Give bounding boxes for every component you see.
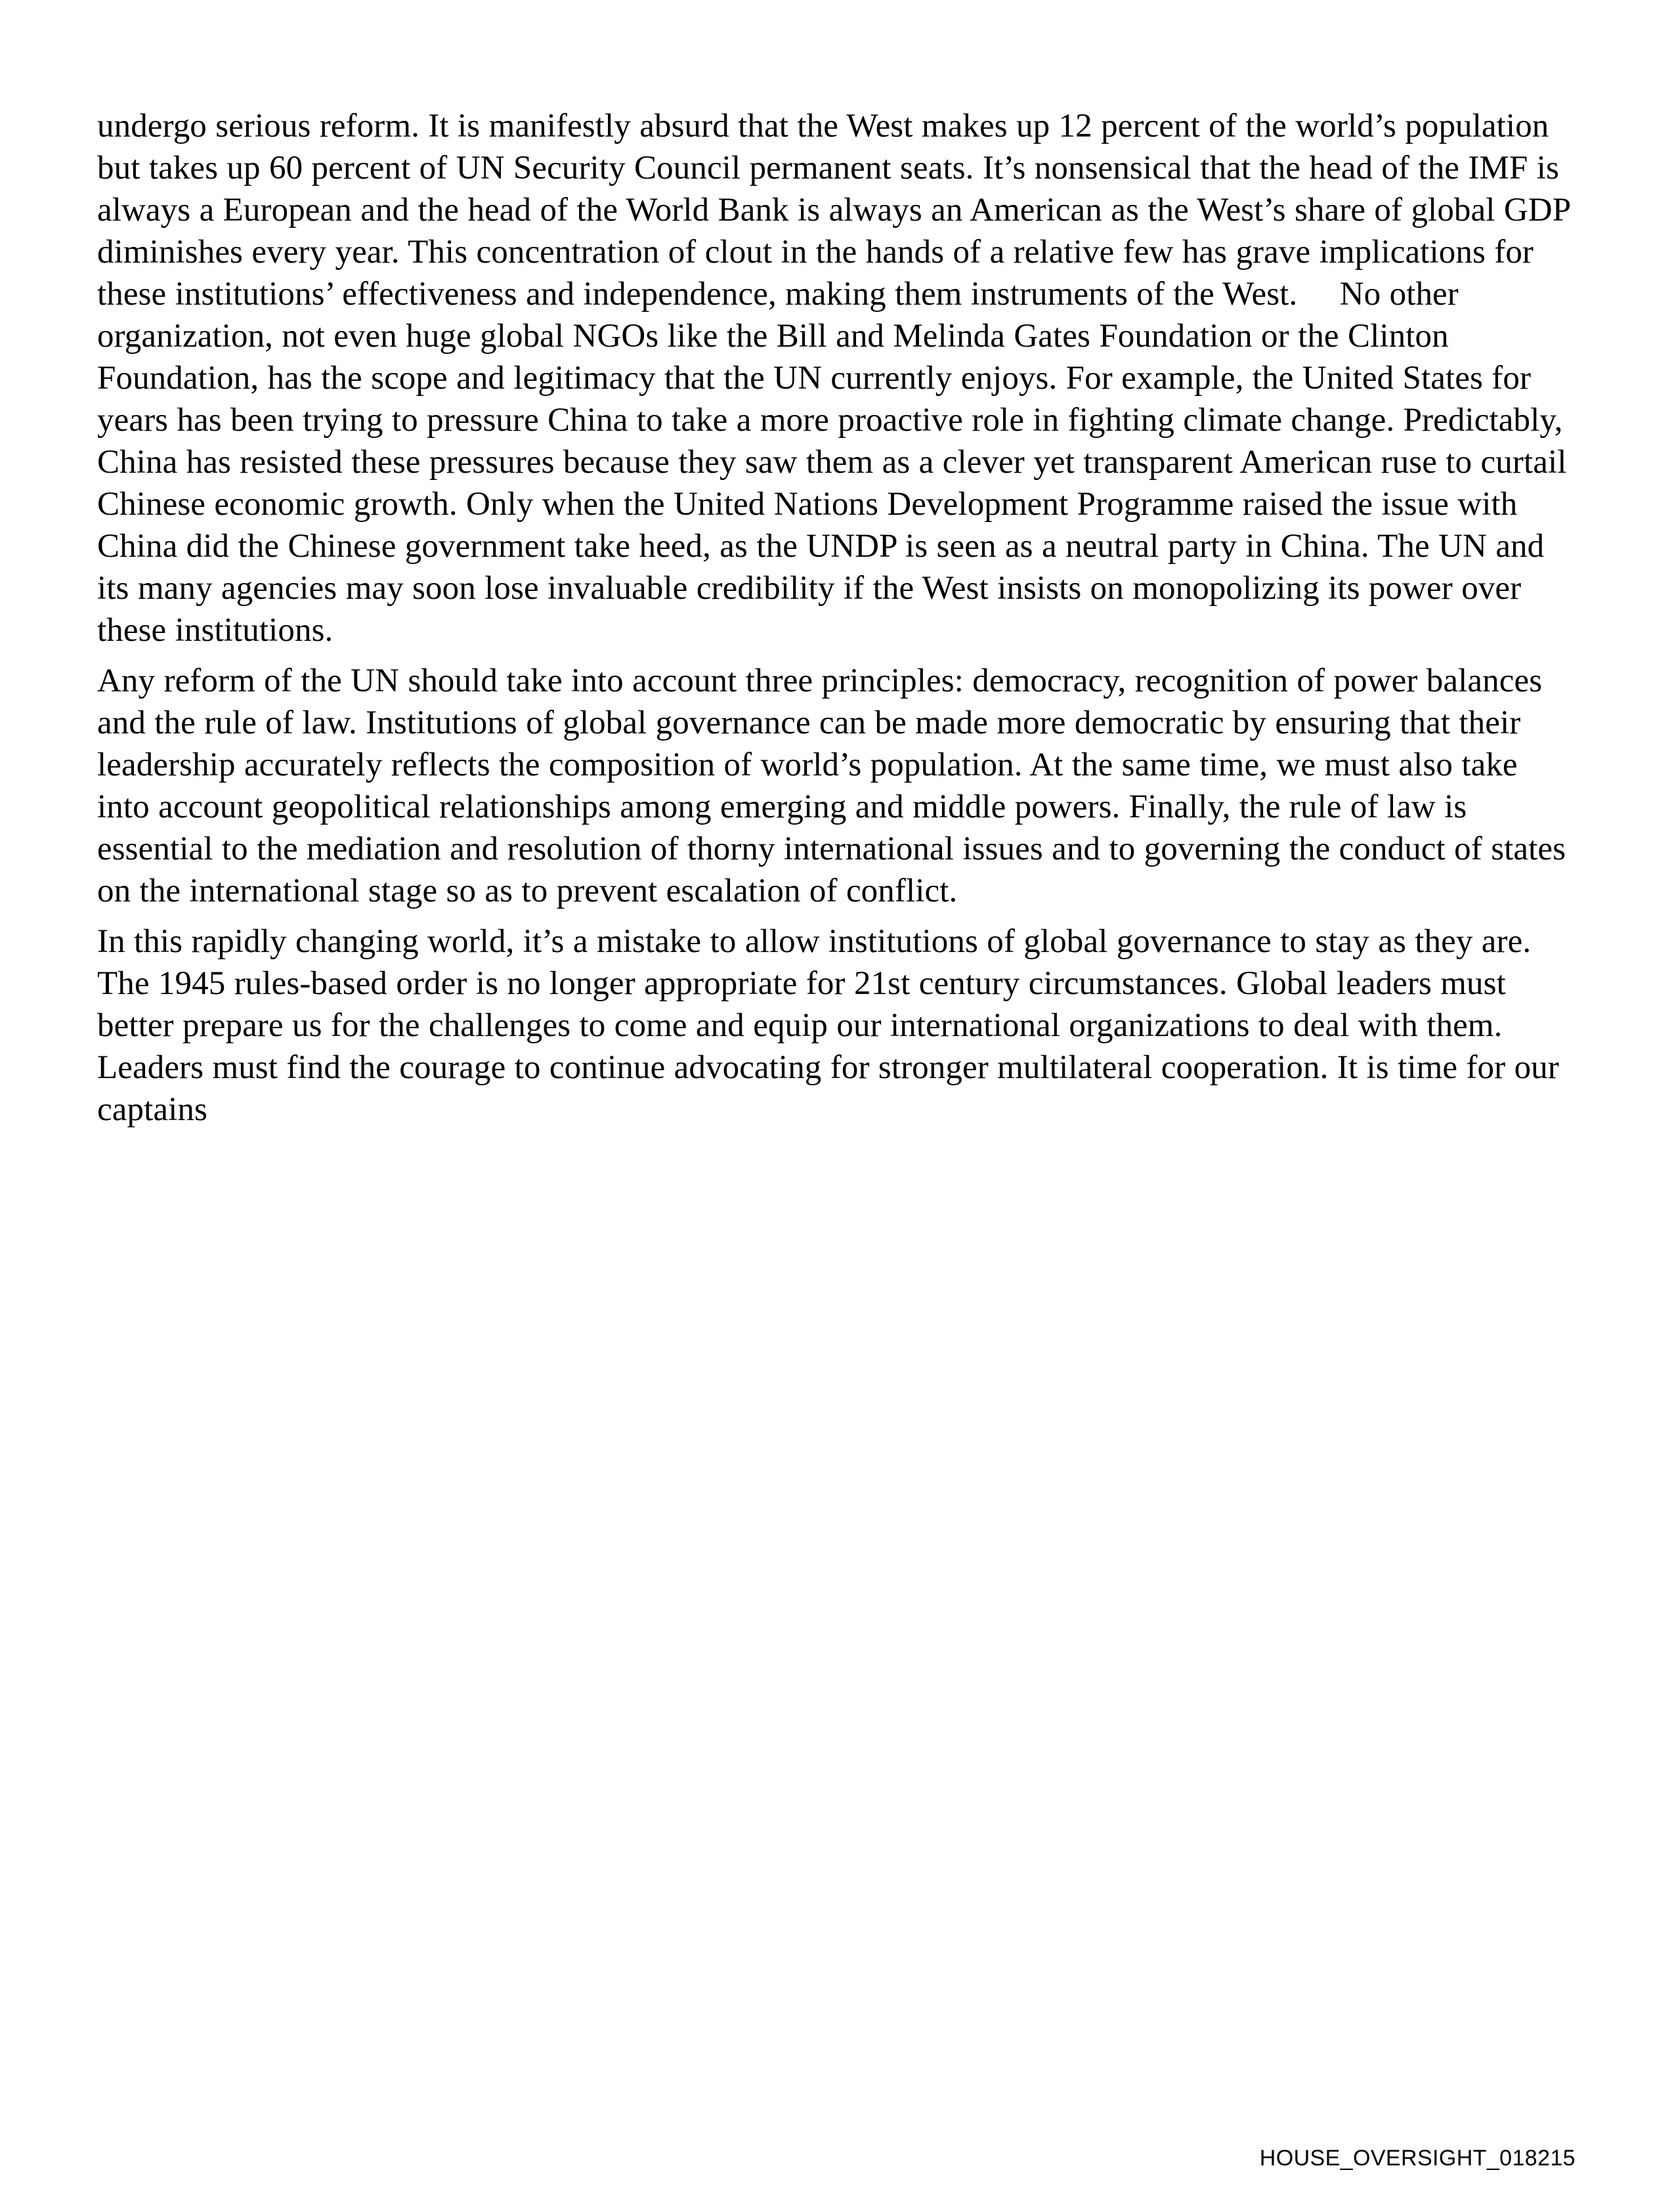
- page-body: [97, 105, 1577, 1137]
- body-paragraph-1: undergo serious reform. It is manifestly absurd that the West makes up 12 percent of the world’s population but takes up 60 percent of UN Security Council permanent seats. It’s nonsensical that the head of the IMF is always a European and the head of the World Bank is always an American as the West’s share of global GDP diminishes every year. This concentration of clout in the hands of a relative few has grave implications for these institutions’ effectiveness and independence, making them instruments of the West. No other organization, not even huge global NGOs like the Bill and Melinda Gates Foundation or the Clinton Foundation, has the scope and legitimacy that the UN currently enjoys. For example, the United States for years has been trying to pressure China to take a more proactive role in fighting climate change. Predictably, China has resisted these pressures because they saw them as a clever yet transparent American ruse to curtail Chinese economic growth. Only when the United Nations Development Programme raised the issue with China did the Chinese government take heed, as the UNDP is seen as a neutral party in China. The UN and its many agencies may soon lose invaluable credibility if the West insists on monopolizing its power over these institutions.: [97, 108, 1570, 649]
- body-paragraph-2: Any reform of the UN should take into account three principles: democracy, recognition of power balances and the rule of law. Institutions of global governance can be made more democratic by ensuring that their leadership accurately reflects the composition of world’s population. At the same time, we must also take into account geopolitical relationships among emerging and middle powers. Finally, the rule of law is essential to the mediation and resolution of thorny international issues and to governing the conduct of states on the international stage so as to prevent escalation of conflict.: [97, 662, 1566, 909]
- body-paragraph-3: In this rapidly changing world, it’s a mistake to allow institutions of global governance to stay as they are. The 1945 rules-based order is no longer appropriate for 21st century circumstances. Global leaders must better prepare us for the challenges to come and equip our international organizations to deal with them. Leaders must find the courage to continue advocating for stronger multilateral cooperation. It is time for our captains: [97, 923, 1559, 1128]
- bates-stamp: HOUSE_OVERSIGHT_018215: [1259, 2146, 1576, 2171]
